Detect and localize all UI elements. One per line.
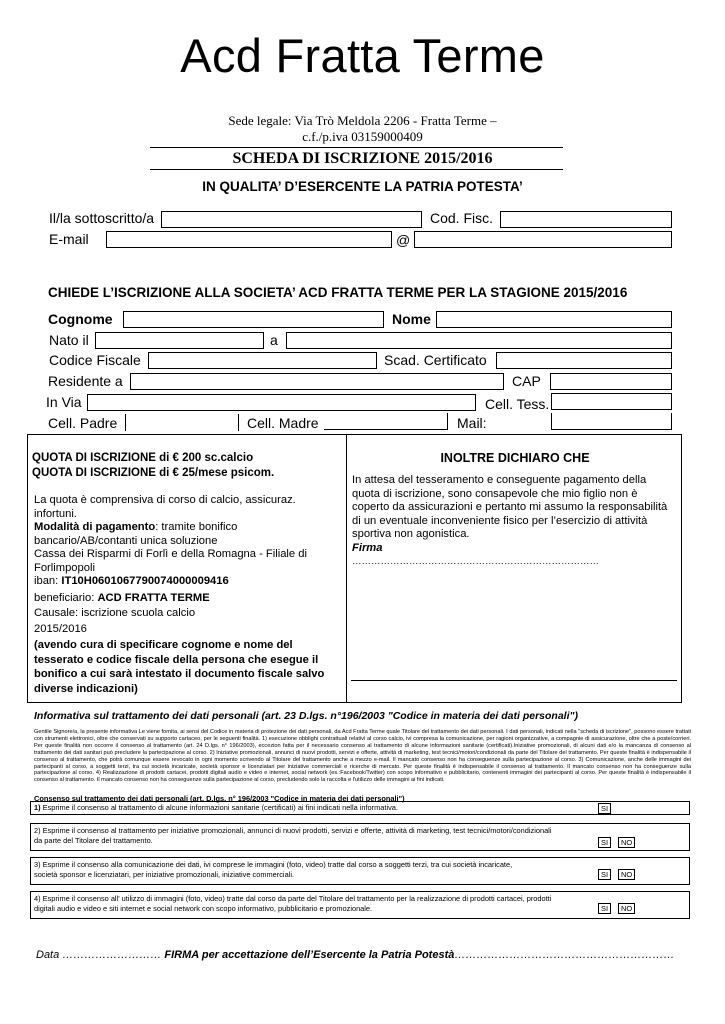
consent-row-1 (30, 801, 690, 815)
form-title: SCHEDA DI ISCRIZIONE 2015/2016 (232, 150, 493, 167)
quota-heading (32, 451, 342, 481)
nato-input[interactable] (95, 332, 264, 349)
consent-row-4 (30, 891, 690, 919)
cellmadre-divider (238, 414, 239, 431)
sottoscritto-label: Il/la sottoscritto/a (49, 210, 155, 226)
scad-label: Scad. Certificato (384, 352, 487, 368)
via-input[interactable] (87, 394, 476, 411)
nato-label: Nato il (49, 332, 89, 348)
sede-line1: Sede legale: Via Trò Meldola 2206 - Fratta Terme – (228, 113, 497, 128)
scad-input[interactable] (496, 352, 672, 369)
panel-divider (346, 434, 347, 703)
consent-2-si[interactable]: SI (598, 837, 611, 848)
sede-line2: c.f./p.iva 03159000409 (302, 129, 423, 144)
mail-label: Mail: (457, 415, 487, 431)
consent-4-text: 4) Esprime il consenso all' utilizzo di immagini (foto, video) tratte dal corso da parte del Titolare del trattamento per la realizzazione di prodotti cartacei, prodotti digitali audio e video e siti internet e social network con scopo informativo, pubblicitario e promozionale. (34, 894, 552, 913)
causale: Causale: iscrizione scuola calcio (34, 607, 196, 619)
consent-4-no[interactable]: NO (618, 903, 635, 914)
luogo-label: a (270, 332, 278, 348)
quota-line2: QUOTA DI ISCRIZIONE di € 25/mese psicom. (32, 467, 275, 479)
consent-1-si[interactable]: SI (598, 803, 611, 814)
dichiaro-signature-line (351, 680, 677, 681)
sottoscritto-input[interactable] (161, 211, 422, 228)
avendo-cura: (avendo cura di specificare cognome e nome del tesserato e codice fiscale della persona che esegue il bonifico a cui sarà intestato il documento fiscale salvo diverse indicazioni) (34, 639, 325, 695)
consent-2-text: 2) Esprime il consenso al trattamento per iniziative promozionali, annunci di nuovi prodotti, servizi e offerte, attività di marketing, test tecnici/motori/condizionali da parte del Titolare del trattamento. (34, 826, 552, 845)
club-title: Acd Fratta Terme (180, 29, 545, 82)
at-sign: @ (396, 232, 411, 248)
residente-input[interactable] (130, 373, 504, 390)
email-user-input[interactable] (106, 231, 392, 248)
beneficiario: beneficiario: ACD FRATTA TERME (34, 591, 210, 604)
firma-label: Firma (352, 541, 383, 554)
email-domain-input[interactable] (414, 231, 672, 248)
cellmadre-label: Cell. Madre (247, 415, 319, 431)
firma-dots[interactable]: …………………………………………………………………… (352, 556, 599, 567)
codfisc-parent-input[interactable] (500, 211, 672, 228)
consent-3-si[interactable]: SI (598, 869, 611, 880)
quota-line1: QUOTA DI ISCRIZIONE di € 200 sc.calcio (32, 452, 254, 464)
email-label: E-mail (49, 231, 89, 247)
sede-legale (0, 113, 725, 145)
cap-input[interactable] (550, 373, 672, 390)
iban: iban: IT10H0601067790074000009416 (34, 575, 229, 587)
quota-p1: La quota è comprensiva di corso di calcio, assicuraz. infortuni. (34, 494, 296, 520)
codfisc-label: Codice Fiscale (49, 352, 141, 368)
divider (150, 147, 563, 148)
chiede-heading: CHIEDE L’ISCRIZIONE ALLA SOCIETA’ ACD FRATTA TERME PER LA STAGIONE 2015/2016 (48, 285, 628, 300)
privacy-body: Gentile Signore/a, la presente informativa Le viene fornita, ai sensi del Codice in materia di protezione dei dati personali, da Acd Fratta Terme quale Titolare del trattamento dei dati personali. I dati personali, indicati nella "scheda di iscrizione", possono essere trattati con strumenti elettronici, oltre che conservati su supporto cartaceo, per le seguenti finalità. 1) esecuzione obblighi contrattuali relativi al corso calcio, ivi compresa la comunicazione, per ragioni organizzative, a compagnie di assicurazione, oltre che a poste/corrieri. Per queste finalità non occorre il consenso al trattamento (art. 24 D.lgs. n° 196/2003), eccezion fatta per il necessario consenso al trattamento di alcune informazioni sanitarie (certificati).Iniziative promozionali, di alcuni dati e/o la mancanza di consenso al trattamento dei dati sanitari può precludere la partecipazione al corso. 2) Iniziative promozionali, annunci di nuovi prodotti, servizi e offerte, attività di marketing, test tecnici/motori/condizionali da parte del Titolare del trattamento. Per queste finalità è indispensabile il consenso al trattamento, che potrà comunque essere revocato in ogni momento scrivendo al Titolare del trattamento anche a mezzo e-mail. Il mancato consenso non ha conseguenze sulla partecipazione al corso. 3) Comunicazione, anche delle immagini dei partecipanti al corso, a soggetti terzi, tra cui società incaricate, società sponsor e licenziatari per iniziative commerciali e ricerche di mercato. Per queste finalità è indispensabile il consenso al trattamento. Il mancato consenso non ha conseguenze sulla partecipazione al corso. 4) Realizzazione di prodotti cartacei, prodotti digitali audio e video e internet, social network (es.:Facebook/Twitter) con scopo informativo e pubblicitario, contenenti immagini dei partecipanti al corso. Per queste finalità è indispensabile il consenso al trattamento. Il mancato consenso non ha conseguenze sulla partecipazione al corso, precludendo solo la raccolta e l'utilizzo delle immagini ai fini indicati. (34, 729, 691, 784)
consent-3-text: 3) Esprime il consenso alla comunicazione dei dati, ivi comprese le immagini (foto, video) tratte dal corso a soggetti terzi, tra cui società incaricate, società sponsor e licenziatari, per iniziative promozionali, iniziative commerciali. (34, 860, 513, 879)
cognome-label: Cognome (48, 311, 113, 327)
cassa: Cassa dei Risparmi di Forlì e della Romagna - Filiale di Forlimpopoli (34, 548, 307, 574)
data-dots[interactable]: ……………………… (59, 949, 162, 961)
privacy-title: Informativa sul trattamento dei dati personali (art. 23 D.lgs. n°196/2003 "Codice in materia dei dati personali") (34, 710, 578, 722)
celltess-input[interactable] (551, 393, 672, 410)
cognome-input[interactable] (123, 311, 384, 328)
residente-label: Residente a (48, 373, 123, 389)
consent-row-3 (30, 857, 690, 885)
cap-label: CAP (512, 373, 541, 389)
data-label: Data (36, 949, 60, 961)
firma-accettazione-dots[interactable]: …………………………………………………… (454, 949, 675, 961)
modalita: Modalità di pagamento: tramite bonifico bancario/AB/contanti unica soluzione (34, 521, 238, 547)
codfisc-parent-label: Cod. Fisc. (430, 210, 494, 226)
quota-details (34, 494, 340, 696)
via-label: In Via (46, 394, 82, 410)
cellpadre-label: Cell. Padre (48, 415, 118, 431)
consent-3-no[interactable]: NO (618, 869, 635, 880)
consent-row-2 (30, 823, 690, 851)
codfisc-input[interactable] (148, 352, 377, 369)
luogo-input[interactable] (286, 332, 672, 349)
footer-signature-row (36, 949, 674, 961)
dichiaro-title: INOLTRE DICHIARO CHE (440, 451, 590, 465)
consenso-title: Consenso sul trattamento dei dati personali (art. D.lgs. n° 196/2003 "Codice in materia dei dati personali") (34, 794, 405, 803)
consent-1-text: 1) Esprime il consenso al trattamento di alcune informazioni sanitarie (certificati) ai fini indicati nella informativa. (34, 803, 398, 812)
nome-label: Nome (392, 311, 431, 327)
dichiaro-text (352, 474, 674, 569)
causale-year: 2015/2016 (34, 622, 87, 635)
consent-4-si[interactable]: SI (598, 903, 611, 914)
consent-2-no[interactable]: NO (618, 837, 635, 848)
cellpadre-input[interactable] (125, 414, 126, 431)
firma-accettazione: FIRMA per accettazione dell’Esercente la Patria Potestà (164, 949, 455, 961)
celltess-label: Cell. Tess. (485, 396, 550, 412)
cellmadre-input[interactable] (324, 413, 448, 430)
nome-input[interactable] (436, 311, 672, 328)
mail-input[interactable] (551, 413, 672, 430)
divider (150, 169, 563, 170)
dichiaro-body: In attesa del tesseramento e conseguente pagamento della quota di iscrizione, sono consapevole che mio figlio non è coperto da assicurazioni e pertanto mi assumo la responsabilità di un eventuale inconveniente fisico per l’esercizio di attività sportiva non agonistica. (352, 474, 668, 540)
qualita-heading: IN QUALITA’ D’ESERCENTE LA PATRIA POTESTA’ (202, 179, 523, 194)
